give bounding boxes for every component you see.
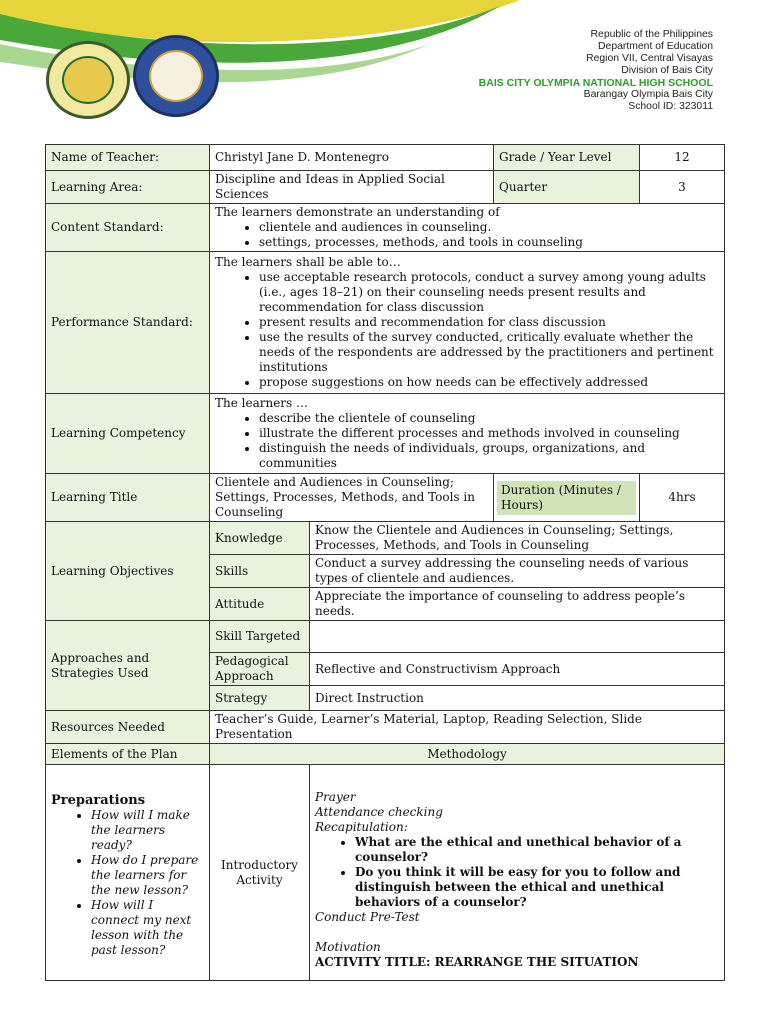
duration-value: 4hrs — [640, 474, 725, 522]
learning-competency-list — [215, 411, 719, 471]
approaches-label: Approaches and Strategies Used — [46, 621, 210, 711]
elements-label: Elements of the Plan — [46, 744, 210, 765]
list-item: • describe the clientele of counseling — [259, 411, 719, 426]
resources-value: Teacher’s Guide, Learner’s Material, Laptop, Reading Selection, Slide Presentation — [210, 711, 725, 744]
knowledge-label: Knowledge — [210, 522, 310, 555]
preparations-cell — [46, 765, 210, 981]
strategy-label: Strategy — [210, 686, 310, 711]
attitude-value: Appreciate the importance of counseling to address people’s needs. — [310, 588, 725, 621]
learning-area-value: Discipline and Ideas in Applied Social Sciences — [210, 171, 494, 204]
resources-label: Resources Needed — [46, 711, 210, 744]
motivation-text: Motivation — [315, 939, 381, 954]
address-line: Barangay Olympia Bais City — [583, 89, 713, 100]
learning-title-value: Clientele and Audiences in Counseling; Settings, Processes, Methods, and Tools in Counseling — [210, 474, 494, 522]
recap-questions — [315, 835, 719, 910]
list-item: • How will I connect my next lesson with the past lesson? — [91, 898, 204, 958]
list-item: • use acceptable research protocols, conduct a survey among young adults (i.e., ages 18–21) on their counseling needs present results and recommendation for class discussion — [259, 270, 719, 315]
quarter-value: 3 — [640, 171, 725, 204]
preparations-row — [46, 765, 725, 981]
learning-objectives-label: Learning Objectives — [46, 522, 210, 621]
grade-label: Grade / Year Level — [494, 145, 640, 171]
pedagogical-value: Reflective and Constructivism Approach — [310, 653, 725, 686]
list-item: • clientele and audiences in counseling. — [259, 220, 719, 235]
learning-competency-intro: The learners … — [215, 396, 309, 410]
performance-standard-cell — [210, 252, 725, 394]
address-line: Department of Education — [598, 41, 713, 52]
pretest-text: Conduct Pre-Test — [315, 909, 420, 924]
attitude-label: Attitude — [210, 588, 310, 621]
list-item: • illustrate the different processes and methods involved in counseling — [259, 426, 719, 441]
performance-standard-intro: The learners shall be able to… — [215, 255, 401, 269]
knowledge-value: Know the Clientele and Audiences in Counseling; Settings, Processes, Methods, and Tools in Counseling — [310, 522, 725, 555]
attendance-text: Attendance checking — [315, 804, 443, 819]
content-standard-cell — [210, 204, 725, 252]
prayer-text: Prayer — [315, 789, 356, 804]
skill-targeted-row — [46, 621, 725, 653]
learning-area-label: Learning Area: — [46, 171, 210, 204]
performance-standard-list — [215, 270, 719, 390]
plan-header-row — [46, 744, 725, 765]
quarter-label: Quarter — [494, 171, 640, 204]
learning-title-label: Learning Title — [46, 474, 210, 522]
methodology-label: Methodology — [210, 744, 725, 765]
preparations-list — [51, 808, 204, 958]
pedagogical-label: Pedagogical Approach — [210, 653, 310, 686]
introductory-activity-label: Introductory Activity — [210, 765, 310, 981]
knowledge-row — [46, 522, 725, 555]
address-line: Region VII, Central Visayas — [586, 53, 713, 64]
learning-competency-row — [46, 394, 725, 474]
school-name: BAIS CITY OLYMPIA NATIONAL HIGH SCHOOL — [478, 77, 713, 89]
list-item: • settings, processes, methods, and tools in counseling — [259, 235, 719, 250]
olympia-school-seal — [133, 35, 219, 117]
content-standard-list — [215, 220, 719, 250]
learning-competency-label: Learning Competency — [46, 394, 210, 474]
list-item: • present results and recommendation for class discussion — [259, 315, 719, 330]
list-item: • How do I prepare the learners for the new lesson? — [91, 853, 204, 898]
recap-text: Recapitulation: — [315, 819, 408, 834]
duration-label-cell — [494, 474, 640, 522]
introductory-activity-cell — [310, 765, 725, 981]
resources-row — [46, 711, 725, 744]
list-item: • propose suggestions on how needs can be effectively addressed — [259, 375, 719, 390]
list-item: • What are the ethical and unethical behavior of a counselor? — [355, 835, 719, 865]
skills-value: Conduct a survey addressing the counseling needs of various types of clientele and audiences. — [310, 555, 725, 588]
learning-area-row — [46, 171, 725, 204]
schools-division-seal — [46, 41, 130, 119]
content-standard-intro: The learners demonstrate an understanding of — [215, 205, 500, 219]
address-line: Republic of the Philippines — [590, 29, 713, 40]
content-standard-row — [46, 204, 725, 252]
teacher-name: Christyl Jane D. Montenegro — [210, 145, 494, 171]
list-item: • use the results of the survey conducted, critically evaluate whether the needs of the respondents are addressed by the practitioners and pertinent institutions — [259, 330, 719, 375]
duration-label: Duration (Minutes / Hours) — [497, 481, 636, 515]
learning-competency-cell — [210, 394, 725, 474]
learning-title-row — [46, 474, 725, 522]
preparations-heading: Preparations — [51, 793, 146, 808]
performance-standard-row — [46, 252, 725, 394]
letterhead — [0, 0, 768, 130]
activity-title: ACTIVITY TITLE: REARRANGE THE SITUATION — [315, 954, 639, 969]
list-item: • Do you think it will be easy for you to follow and distinguish between the ethical and unethical behaviors of a counselor? — [355, 865, 719, 910]
address-line: Division of Bais City — [621, 65, 713, 76]
school-address-block — [479, 29, 713, 113]
teacher-label: Name of Teacher: — [46, 145, 210, 171]
list-item: • distinguish the needs of individuals, groups, organizations, and communities — [259, 441, 719, 471]
list-item: • How will I make the learners ready? — [91, 808, 204, 853]
skill-targeted-value — [310, 621, 725, 653]
content-standard-label: Content Standard: — [46, 204, 210, 252]
address-line: School ID: 323011 — [628, 101, 713, 112]
skill-targeted-label: Skill Targeted — [210, 621, 310, 653]
performance-standard-label: Performance Standard: — [46, 252, 210, 394]
grade-value: 12 — [640, 145, 725, 171]
skills-label: Skills — [210, 555, 310, 588]
strategy-value: Direct Instruction — [310, 686, 725, 711]
teacher-row — [46, 145, 725, 171]
lesson-plan-table — [45, 144, 725, 981]
